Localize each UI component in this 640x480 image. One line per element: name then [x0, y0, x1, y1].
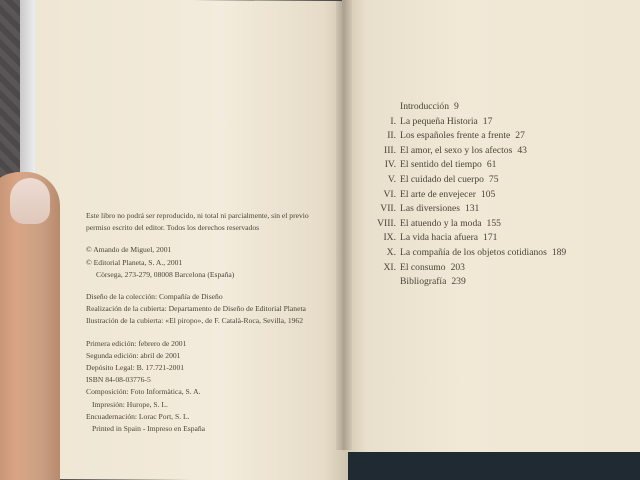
- chapter-page: 155: [486, 217, 501, 229]
- toc-entry: [360, 202, 620, 217]
- toc-entry: [360, 158, 620, 173]
- rights-line: © Editorial Planeta, S. A., 2001: [86, 257, 183, 267]
- chapter-title: Los españoles frente a frente: [400, 130, 511, 142]
- chapter-title: El consumo: [400, 261, 446, 273]
- notice-line: Este libro no podrá ser reproducido, ni total ni parcialmente, sin el previo: [86, 211, 309, 220]
- chapter-number: VIII.: [377, 217, 396, 229]
- table-of-contents: [360, 100, 620, 290]
- chapter-title: Introducción: [400, 101, 450, 112]
- thumbnail: [10, 178, 50, 224]
- toc-entry: [360, 144, 620, 159]
- chapter-number: XI.: [383, 261, 396, 273]
- toc-entry: [360, 217, 620, 232]
- chapter-page: 9: [454, 101, 459, 112]
- chapter-page: 105: [480, 188, 496, 200]
- toc-entry: [360, 129, 620, 144]
- chapter-title: La compañía de los objetos cotidianos: [400, 246, 547, 258]
- chapter-page: 27: [515, 130, 525, 142]
- chapter-title: Bibliografía: [400, 276, 447, 288]
- credit-line: Realización de la cubierta: Departamento de Diseño de Editorial Planeta: [86, 304, 306, 314]
- printing-line: ISBN 84-08-03776-5: [86, 375, 151, 385]
- printing-line: Encuadernación: Lorac Port, S. L.: [86, 411, 190, 421]
- book-gutter: [336, 0, 352, 450]
- toc-entry: [360, 100, 620, 115]
- chapter-number: V.: [387, 173, 396, 185]
- toc-entry: [360, 231, 620, 246]
- chapter-title: El arte de envejecer: [400, 188, 476, 200]
- chapter-page: 239: [451, 276, 466, 288]
- rights-line: Còrsega, 273-279, 08008 Barcelona (España): [96, 269, 235, 279]
- printing-line: Segunda edición: abril de 2001: [86, 350, 181, 360]
- toc-entry: [360, 188, 620, 203]
- chapter-title: La vida hacia afuera: [400, 232, 479, 244]
- chapter-number: X.: [386, 246, 396, 258]
- chapter-number: VII.: [380, 203, 396, 215]
- chapter-page: 43: [517, 144, 527, 156]
- toc-entry: [360, 275, 620, 290]
- toc-entry: [360, 246, 620, 261]
- chapter-number: I.: [390, 115, 396, 127]
- chapter-title: El amor, el sexo y los afectos: [400, 144, 513, 156]
- toc-entry: [360, 173, 620, 188]
- printing-line: Depósito Legal: B. 17.721-2001: [86, 363, 185, 373]
- chapter-page: 61: [486, 159, 497, 171]
- printing-line: Primera edición: febrero de 2001: [86, 338, 187, 348]
- credit-line: Diseño de la colección: Compañía de Diseño: [86, 292, 223, 302]
- printing-line: Printed in Spain - Impreso en España: [92, 424, 206, 434]
- copyright-block: [86, 210, 336, 435]
- toc-entry: [360, 115, 620, 130]
- toc-entry: [360, 261, 620, 276]
- chapter-title: El atuendo y la moda: [400, 217, 482, 229]
- chapter-page: 131: [464, 203, 480, 215]
- rights-line: © Amando de Miguel, 2001: [86, 245, 172, 255]
- chapter-number: VI.: [383, 188, 396, 200]
- printing-line: Composición: Foto Informàtica, S. A.: [86, 387, 201, 397]
- chapter-title: Las diversiones: [400, 203, 460, 215]
- printing-line: Impresión: Hurope, S. L.: [92, 399, 168, 409]
- chapter-page: 75: [488, 173, 499, 185]
- chapter-title: El sentido del tiempo: [400, 159, 482, 171]
- notice-line: permiso escrito del editor. Todos los derechos reservados: [86, 223, 260, 233]
- chapter-page: 189: [551, 246, 567, 258]
- chapter-page: 171: [483, 232, 498, 244]
- chapter-number: [360, 275, 400, 290]
- credit-line: Ilustración de la cubierta: «El piropo», de F. Català-Roca, Sevilla, 1962: [86, 316, 304, 326]
- chapter-title: La pequeña Historia: [400, 115, 478, 127]
- chapter-title: El cuidado del cuerpo: [400, 173, 484, 185]
- chapter-number: [360, 100, 400, 115]
- chapter-page: 17: [482, 115, 493, 127]
- chapter-page: 203: [450, 261, 465, 273]
- chapter-number: III.: [384, 144, 396, 156]
- chapter-number: IX.: [383, 232, 396, 244]
- chapter-number: II.: [387, 130, 396, 142]
- chapter-number: IV.: [384, 159, 396, 171]
